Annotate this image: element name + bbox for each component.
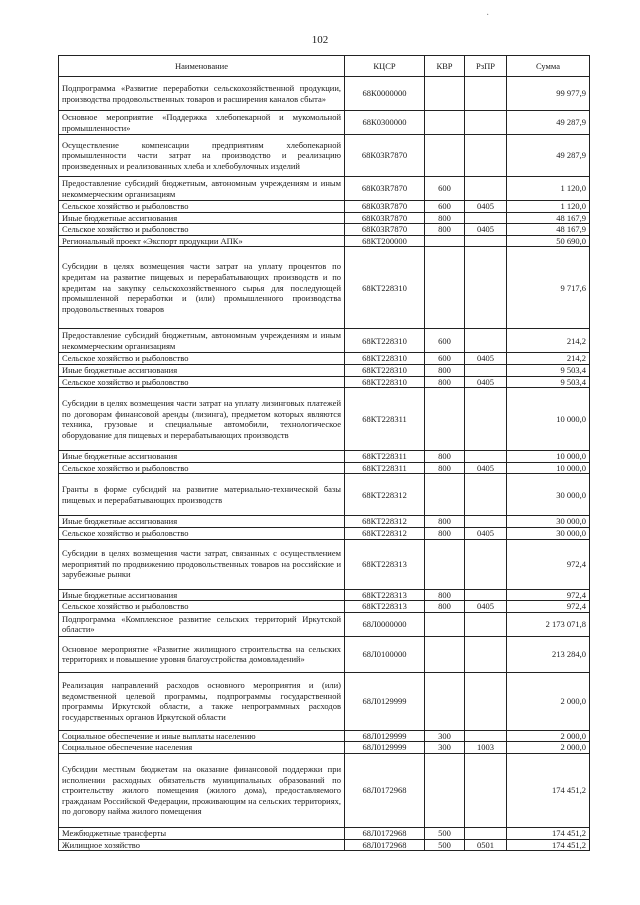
row-sum-cell: 214,2 [507,353,590,365]
row-name-cell: Гранты в форме субсидий на развитие материально-технической базы пищевых и перерабатывающих производств [59,474,345,516]
table-row [59,376,590,388]
row-kcsr-cell: 68К03R7870 [345,201,425,213]
table-body [59,77,590,851]
row-rzpr-cell [465,451,507,463]
row-kvr-cell [425,474,465,516]
row-sum-cell: 9 503,4 [507,376,590,388]
row-kcsr-cell: 68КТ228313 [345,589,425,601]
row-kcsr-cell: 68К0000000 [345,77,425,111]
row-rzpr-cell: 0405 [465,601,507,613]
table-header-row [59,56,590,77]
row-name-cell: Социальное обеспечение населения [59,742,345,754]
row-kvr-cell: 800 [425,212,465,224]
header-rzpr: РзПР [465,56,507,77]
row-rzpr-cell [465,589,507,601]
row-name-cell: Иные бюджетные ассигнования [59,451,345,463]
row-kvr-cell: 300 [425,730,465,742]
row-kvr-cell [425,636,465,672]
row-kvr-cell [425,111,465,135]
table-row [59,827,590,839]
row-name-cell: Сельское хозяйство и рыболовство [59,353,345,365]
row-rzpr-cell [465,474,507,516]
header-kvr: КВР [425,56,465,77]
row-sum-cell: 48 167,9 [507,212,590,224]
row-kvr-cell: 500 [425,827,465,839]
row-kvr-cell: 800 [425,462,465,474]
row-sum-cell: 2 000,0 [507,742,590,754]
row-rzpr-cell [465,672,507,730]
row-kvr-cell: 800 [425,516,465,528]
row-sum-cell: 99 977,9 [507,77,590,111]
row-sum-cell: 30 000,0 [507,516,590,528]
row-kcsr-cell: 68КТ228310 [345,353,425,365]
row-kcsr-cell: 68КТ228311 [345,388,425,451]
row-name-cell: Предоставление субсидий бюджетным, автономным учреждениям и иным некоммерческим организациям [59,329,345,353]
header-kcsr: КЦСР [345,56,425,77]
row-kvr-cell: 600 [425,329,465,353]
table-row [59,353,590,365]
row-kcsr-cell: 68КТ228312 [345,527,425,539]
row-rzpr-cell: 0501 [465,839,507,851]
table-row [59,636,590,672]
table-row [59,753,590,827]
row-kvr-cell: 800 [425,364,465,376]
row-sum-cell: 2 000,0 [507,672,590,730]
row-name-cell: Иные бюджетные ассигнования [59,516,345,528]
table-row [59,201,590,213]
row-name-cell: Субсидии в целях возмещения части затрат на уплату процентов по кредитам на развитие пищевых и перерабатывающих производств и по кредитам на закупку сельскохозяйственного сырья для последующей промышленной переработки и (или) промышленного производства продовольственных товаров [59,247,345,329]
row-rzpr-cell: 0405 [465,527,507,539]
row-rzpr-cell: 0405 [465,201,507,213]
row-kvr-cell: 500 [425,839,465,851]
row-kcsr-cell: 68К0300000 [345,111,425,135]
table-row [59,612,590,636]
page-number: 102 [311,34,329,46]
row-name-cell: Социальное обеспечение и иные выплаты населению [59,730,345,742]
row-kvr-cell: 800 [425,527,465,539]
row-rzpr-cell: 0405 [465,376,507,388]
row-name-cell: Основное мероприятие «Развитие жилищного строительства на сельских территориях и повышение уровня благоустройства домовладений» [59,636,345,672]
row-rzpr-cell [465,77,507,111]
table-row [59,364,590,376]
row-kcsr-cell: 68КТ228312 [345,474,425,516]
row-kvr-cell [425,77,465,111]
row-kvr-cell: 800 [425,224,465,236]
row-kvr-cell [425,235,465,247]
row-kcsr-cell: 68К03R7870 [345,224,425,236]
row-kvr-cell [425,539,465,589]
row-kcsr-cell: 68Л0172968 [345,827,425,839]
table-row [59,135,590,177]
row-kvr-cell [425,135,465,177]
row-kcsr-cell: 68КТ228313 [345,601,425,613]
table-row [59,177,590,201]
row-kvr-cell: 600 [425,353,465,365]
table-row [59,111,590,135]
row-kcsr-cell: 68КТ228310 [345,364,425,376]
row-sum-cell: 174 451,2 [507,827,590,839]
row-rzpr-cell [465,247,507,329]
row-kvr-cell [425,612,465,636]
row-sum-cell: 2 173 071,8 [507,612,590,636]
row-sum-cell: 972,4 [507,539,590,589]
row-kcsr-cell: 68Л0129999 [345,672,425,730]
row-rzpr-cell [465,111,507,135]
row-rzpr-cell [465,612,507,636]
row-name-cell: Субсидии в целях возмещения части затрат, связанных с осуществлением мероприятий по продвижению продовольственных товаров на российские и зарубежные рынки [59,539,345,589]
table-row [59,730,590,742]
table-row [59,527,590,539]
row-kcsr-cell: 68КТ228310 [345,329,425,353]
row-kcsr-cell: 68КТ228311 [345,462,425,474]
row-rzpr-cell [465,135,507,177]
row-name-cell: Иные бюджетные ассигнования [59,212,345,224]
row-name-cell: Сельское хозяйство и рыболовство [59,527,345,539]
table-row [59,224,590,236]
row-rzpr-cell: 1003 [465,742,507,754]
row-rzpr-cell [465,235,507,247]
table-row [59,329,590,353]
row-name-cell: Осуществление компенсации предприятиям хлебопекарной промышленности части затрат на производство и реализацию произведенных и реализованных хлеба и хлебобулочных изделий [59,135,345,177]
row-sum-cell: 972,4 [507,589,590,601]
row-kvr-cell [425,672,465,730]
row-sum-cell: 1 120,0 [507,201,590,213]
table-row [59,742,590,754]
row-sum-cell: 972,4 [507,601,590,613]
row-kcsr-cell: 68К03R7870 [345,177,425,201]
row-rzpr-cell [465,177,507,201]
row-sum-cell: 10 000,0 [507,462,590,474]
row-kvr-cell [425,388,465,451]
row-name-cell: Субсидии в целях возмещения части затрат на уплату лизинговых платежей по договорам финансовой аренды (лизинга), предметом которых являются техника, грузовые и специальные автомобили, технологическое оборудование для пищевых и перерабатывающих производств [59,388,345,451]
row-sum-cell: 10 000,0 [507,451,590,463]
row-rzpr-cell [465,753,507,827]
row-rzpr-cell [465,516,507,528]
row-sum-cell: 30 000,0 [507,474,590,516]
row-kcsr-cell: 68Л0129999 [345,730,425,742]
row-kvr-cell: 800 [425,601,465,613]
row-kvr-cell: 800 [425,451,465,463]
row-kcsr-cell: 68К03R7870 [345,212,425,224]
row-name-cell: Подпрограмма «Развитие переработки сельскохозяйственной продукции, производства продовольственных товаров и расширения каналов сбыта» [59,77,345,111]
row-name-cell: Сельское хозяйство и рыболовство [59,601,345,613]
row-sum-cell: 49 287,9 [507,135,590,177]
table-row [59,589,590,601]
row-sum-cell: 49 287,9 [507,111,590,135]
row-sum-cell: 174 451,2 [507,753,590,827]
row-sum-cell: 30 000,0 [507,527,590,539]
row-rzpr-cell [465,827,507,839]
row-sum-cell: 9 503,4 [507,364,590,376]
row-rzpr-cell: 0405 [465,462,507,474]
row-rzpr-cell [465,364,507,376]
row-name-cell: Иные бюджетные ассигнования [59,589,345,601]
row-name-cell: Сельское хозяйство и рыболовство [59,224,345,236]
table-row [59,601,590,613]
row-rzpr-cell [465,212,507,224]
row-name-cell: Сельское хозяйство и рыболовство [59,201,345,213]
row-sum-cell: 213 284,0 [507,636,590,672]
budget-table [58,55,590,851]
row-kcsr-cell: 68Л0129999 [345,742,425,754]
row-sum-cell: 10 000,0 [507,388,590,451]
table-row [59,539,590,589]
row-sum-cell: 1 120,0 [507,177,590,201]
row-kcsr-cell: 68Л0172968 [345,839,425,851]
row-kvr-cell [425,753,465,827]
row-sum-cell: 174 451,2 [507,839,590,851]
row-sum-cell: 2 000,0 [507,730,590,742]
table-row [59,672,590,730]
row-name-cell: Региональный проект «Экспорт продукции АПК» [59,235,345,247]
row-name-cell: Сельское хозяйство и рыболовство [59,376,345,388]
row-name-cell: Основное мероприятие «Поддержка хлебопекарной и мукомольной промышленности» [59,111,345,135]
row-sum-cell: 50 690,0 [507,235,590,247]
header-name: Наименование [59,56,345,77]
table-row [59,839,590,851]
row-kcsr-cell: 68Л0000000 [345,612,425,636]
header-sum: Сумма [507,56,590,77]
row-name-cell: Межбюджетные трансферты [59,827,345,839]
row-kvr-cell: 600 [425,201,465,213]
table-row [59,451,590,463]
row-name-cell: Жилищное хозяйство [59,839,345,851]
table-row [59,462,590,474]
row-kcsr-cell: 68КТ200000 [345,235,425,247]
table-row [59,247,590,329]
table-row [59,212,590,224]
row-name-cell: Иные бюджетные ассигнования [59,364,345,376]
row-rzpr-cell [465,329,507,353]
row-kvr-cell: 600 [425,177,465,201]
row-name-cell: Субсидии местным бюджетам на оказание финансовой поддержки при исполнении расходных обязательств муниципальных образований по строительству жилого помещения (жилого дома), предоставляемого гражданам Российской Федерации, проживающим на сельских территориях, по договору найма жилого помещения [59,753,345,827]
table-row [59,388,590,451]
row-rzpr-cell [465,388,507,451]
row-name-cell: Подпрограмма «Комплексное развитие сельских территорий Иркутской области» [59,612,345,636]
row-kvr-cell: 800 [425,589,465,601]
row-kcsr-cell: 68К03R7870 [345,135,425,177]
table-row [59,516,590,528]
table-row [59,474,590,516]
row-kcsr-cell: 68КТ228310 [345,376,425,388]
row-rzpr-cell [465,730,507,742]
row-kcsr-cell: 68КТ228313 [345,539,425,589]
row-kcsr-cell: 68КТ228310 [345,247,425,329]
row-kcsr-cell: 68Л0172968 [345,753,425,827]
row-sum-cell: 48 167,9 [507,224,590,236]
row-kvr-cell: 800 [425,376,465,388]
row-kvr-cell: 300 [425,742,465,754]
row-name-cell: Реализация направлений расходов основного мероприятия и (или) ведомственной целевой программы, подпрограммы государственной программы Иркутской области, а также непрограммных расходов государственных органов Иркутской области [59,672,345,730]
corner-mark: · [486,10,490,21]
table-row [59,77,590,111]
row-kcsr-cell: 68КТ228312 [345,516,425,528]
row-rzpr-cell [465,539,507,589]
row-kvr-cell [425,247,465,329]
row-sum-cell: 9 717,6 [507,247,590,329]
row-kcsr-cell: 68Л0100000 [345,636,425,672]
row-rzpr-cell [465,636,507,672]
row-rzpr-cell: 0405 [465,224,507,236]
row-name-cell: Предоставление субсидий бюджетным, автономным учреждениям и иным некоммерческим организациям [59,177,345,201]
row-sum-cell: 214,2 [507,329,590,353]
row-name-cell: Сельское хозяйство и рыболовство [59,462,345,474]
row-kcsr-cell: 68КТ228311 [345,451,425,463]
table-row [59,235,590,247]
row-rzpr-cell: 0405 [465,353,507,365]
